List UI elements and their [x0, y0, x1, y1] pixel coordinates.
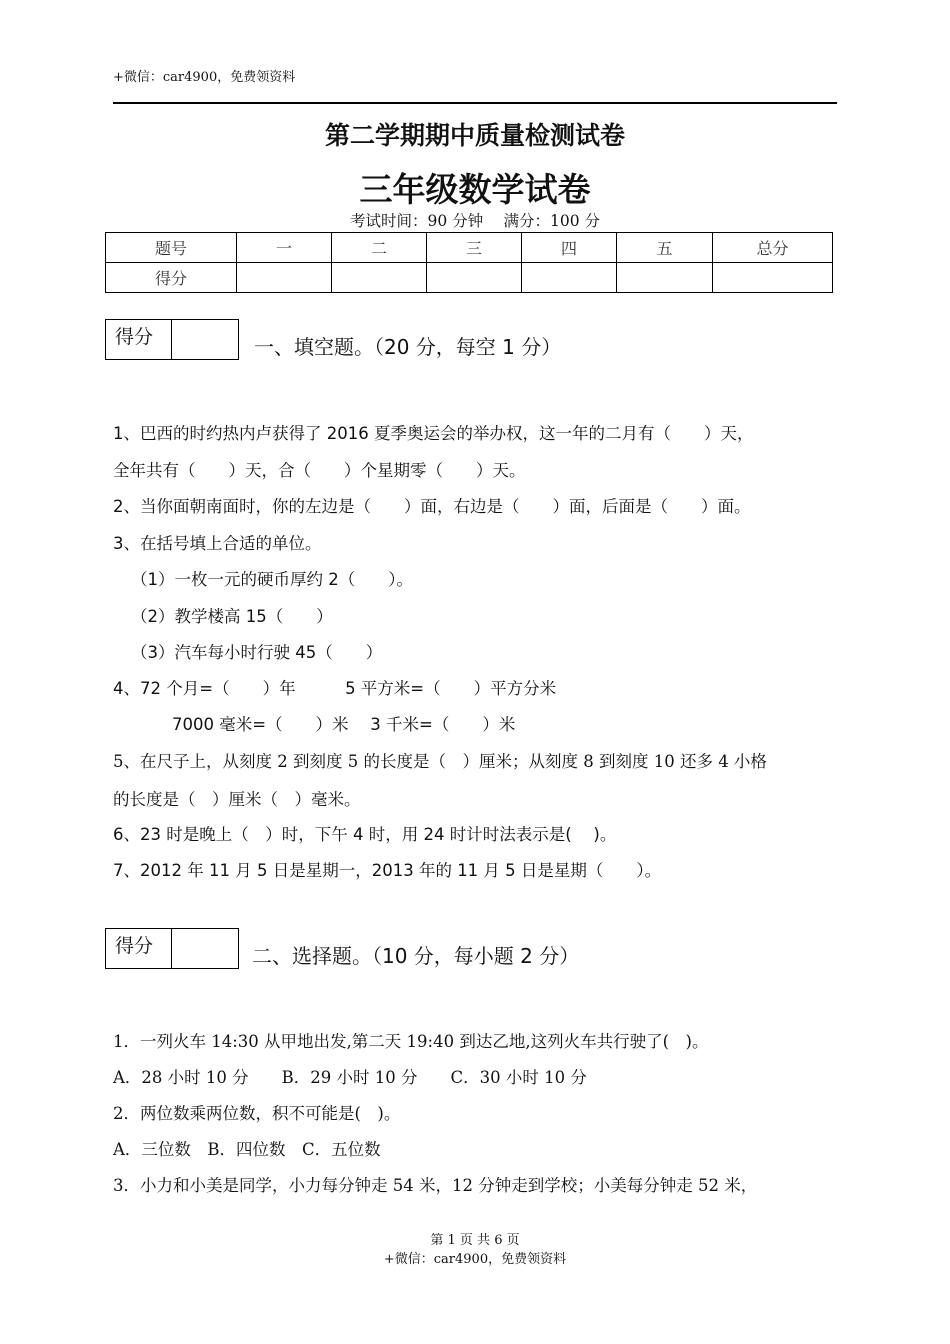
question-line: （3）汽车每小时行驶 45（ ） — [131, 643, 383, 662]
section2-score-box — [105, 928, 239, 969]
score-entry-cell[interactable] — [332, 263, 427, 293]
section1-score-box — [105, 319, 239, 360]
question-line: （1）一枚一元的硬币厚约 2（ ）。 — [131, 570, 413, 589]
question-line: 1．一列火车 14:30 从甲地出发,第二天 19:40 到达乙地,这列火车共行驶了( )。 — [113, 1032, 709, 1051]
table-cell: 总分 — [713, 233, 833, 263]
question-line: 4、72 个月=（ ）年 5 平方米=（ ）平方分米 — [113, 679, 557, 698]
question-line: 的长度是（ ）厘米（ ）毫米。 — [113, 790, 361, 809]
question-line: A．三位数 B．四位数 C．五位数 — [113, 1140, 381, 1159]
question-line: 全年共有（ ）天，合（ ）个星期零（ ）天。 — [113, 461, 526, 480]
question-line: 7000 毫米=（ ）米 3 千米=（ ）米 — [172, 715, 516, 734]
score-box-label: 得分 — [106, 929, 172, 968]
question-line: 3．小力和小美是同学，小力每分钟走 54 米，12 分钟走到学校；小美每分钟走 52 米， — [113, 1176, 758, 1195]
table-cell: 三 — [427, 233, 522, 263]
section2-title: 二、选择题。（10 分，每小题 2 分） — [252, 944, 580, 968]
table-cell: 一 — [237, 233, 332, 263]
score-entry-cell[interactable] — [617, 263, 713, 293]
exam-info: 考试时间：90 分钟 满分：100 分 — [349, 212, 601, 230]
table-cell: 四 — [522, 233, 617, 263]
footer-watermark-note: +微信：car4900，免费领资料 — [383, 1252, 567, 1267]
question-line: 6、23 时是晚上（ ）时，下午 4 时，用 24 时计时法表示是( )。 — [113, 825, 617, 844]
question-line: A．28 小时 10 分 B．29 小时 10 分 C．30 小时 10 分 — [113, 1068, 587, 1087]
score-entry-cell[interactable] — [427, 263, 522, 293]
question-line: 3、在括号填上合适的单位。 — [113, 534, 322, 553]
score-box-label: 得分 — [106, 320, 172, 359]
table-score-row — [106, 263, 833, 293]
page-number: 第 1 页 共 6 页 — [430, 1233, 520, 1248]
question-line: （2）教学楼高 15（ ） — [131, 607, 333, 626]
exam-subtitle: 第二学期期中质量检测试卷 — [324, 121, 625, 150]
header-watermark-note: +微信：car4900，免费领资料 — [113, 70, 296, 85]
score-entry-cell[interactable] — [522, 263, 617, 293]
question-line: 7、2012 年 11 月 5 日是星期一，2013 年的 11 月 5 日是星期（ ）。 — [113, 861, 662, 880]
table-header-row — [106, 233, 833, 263]
question-line: 1、巴西的时约热内卢获得了 2016 夏季奥运会的举办权，这一年的二月有（ ）天， — [113, 424, 754, 443]
table-cell: 二 — [332, 233, 427, 263]
score-box-blank[interactable] — [172, 929, 238, 968]
exam-title: 三年级数学试卷 — [359, 170, 591, 209]
question-line: 2、当你面朝南面时，你的左边是（ ）面，右边是（ ）面，后面是（ ）面。 — [113, 497, 751, 516]
section1-title: 一、填空题。（20 分，每空 1 分） — [254, 335, 562, 359]
score-summary-table — [105, 232, 833, 293]
header-divider — [113, 102, 837, 104]
score-entry-cell[interactable] — [713, 263, 833, 293]
question-line: 2．两位数乘两位数，积不可能是( )。 — [113, 1104, 401, 1123]
table-cell: 题号 — [106, 233, 237, 263]
table-cell: 得分 — [106, 263, 237, 293]
score-entry-cell[interactable] — [237, 263, 332, 293]
score-box-blank[interactable] — [172, 320, 238, 359]
table-cell: 五 — [617, 233, 713, 263]
question-line: 5、在尺子上，从刻度 2 到刻度 5 的长度是（ ）厘米；从刻度 8 到刻度 10 还多 4 小格 — [113, 752, 767, 771]
